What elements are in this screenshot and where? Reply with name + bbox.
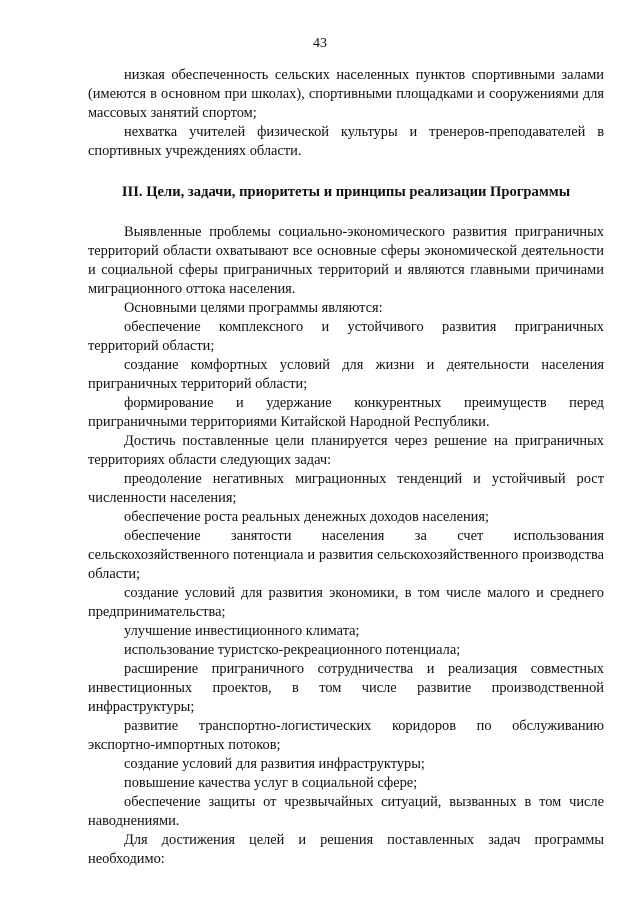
section-heading: III. Цели, задачи, приоритеты и принципы реализации Программы	[121, 184, 571, 200]
body-paragraph: развитие транспортно-логистических коридоров по обслуживанию экспортно-импортных потоков;	[88, 718, 604, 753]
body-paragraph: использование туристско-рекреационного потенциала;	[124, 642, 461, 658]
intro-paragraph-1: низкая обеспеченность сельских населенных пунктов спортивными залами (имеются в основном при школах), спортивными площадками и сооружениями для массовых занятий спортом;	[88, 67, 604, 121]
body-paragraph: Достичь поставленные цели планируется через решение на приграничных территориях области следующих задач:	[88, 433, 604, 468]
body-paragraph: обеспечение занятости населения за счет использования сельскохозяйственного потенциала и развития сельскохозяйственного производства области;	[88, 528, 604, 582]
body-paragraph: обеспечение защиты от чрезвычайных ситуаций, вызванных в том числе наводнениями.	[88, 794, 604, 829]
body-paragraph: повышение качества услуг в социальной сфере;	[124, 775, 418, 791]
body-paragraph: преодоление негативных миграционных тенденций и устойчивый рост численности населения;	[88, 471, 604, 506]
body-paragraph: формирование и удержание конкурентных преимуществ перед приграничными территориями Китайской Народной Республики.	[88, 395, 604, 430]
body-paragraph: улучшение инвестиционного климата;	[124, 623, 360, 639]
body-paragraph: Основными целями программы являются:	[124, 300, 383, 316]
body-paragraph: Выявленные проблемы социально-экономического развития приграничных территорий области охватывают все основные сферы экономической деятельности и социальной сферы приграничных территорий и являются главными причинами миграционного оттока населения.	[88, 224, 604, 297]
body-paragraph: обеспечение комплексного и устойчивого развития приграничных территорий области;	[88, 319, 604, 354]
body-paragraph: создание условий для развития инфраструктуры;	[124, 756, 425, 772]
body-paragraph: расширение приграничного сотрудничества и реализация совместных инвестиционных проектов, в том числе развитие производственной инфраструктуры;	[88, 661, 604, 715]
document-body	[88, 66, 604, 869]
body-paragraph: создание комфортных условий для жизни и деятельности населения приграничных территорий области;	[88, 357, 604, 392]
intro-paragraph-2: нехватка учителей физической культуры и тренеров-преподавателей в спортивных учреждениях области.	[88, 124, 604, 159]
body-paragraph: Для достижения целей и решения поставленных задач программы необходимо:	[88, 832, 604, 867]
body-paragraph: обеспечение роста реальных денежных доходов населения;	[124, 509, 489, 525]
page-number: 43	[313, 36, 327, 51]
body-paragraph: создание условий для развития экономики, в том числе малого и среднего предпринимательства;	[88, 585, 604, 620]
